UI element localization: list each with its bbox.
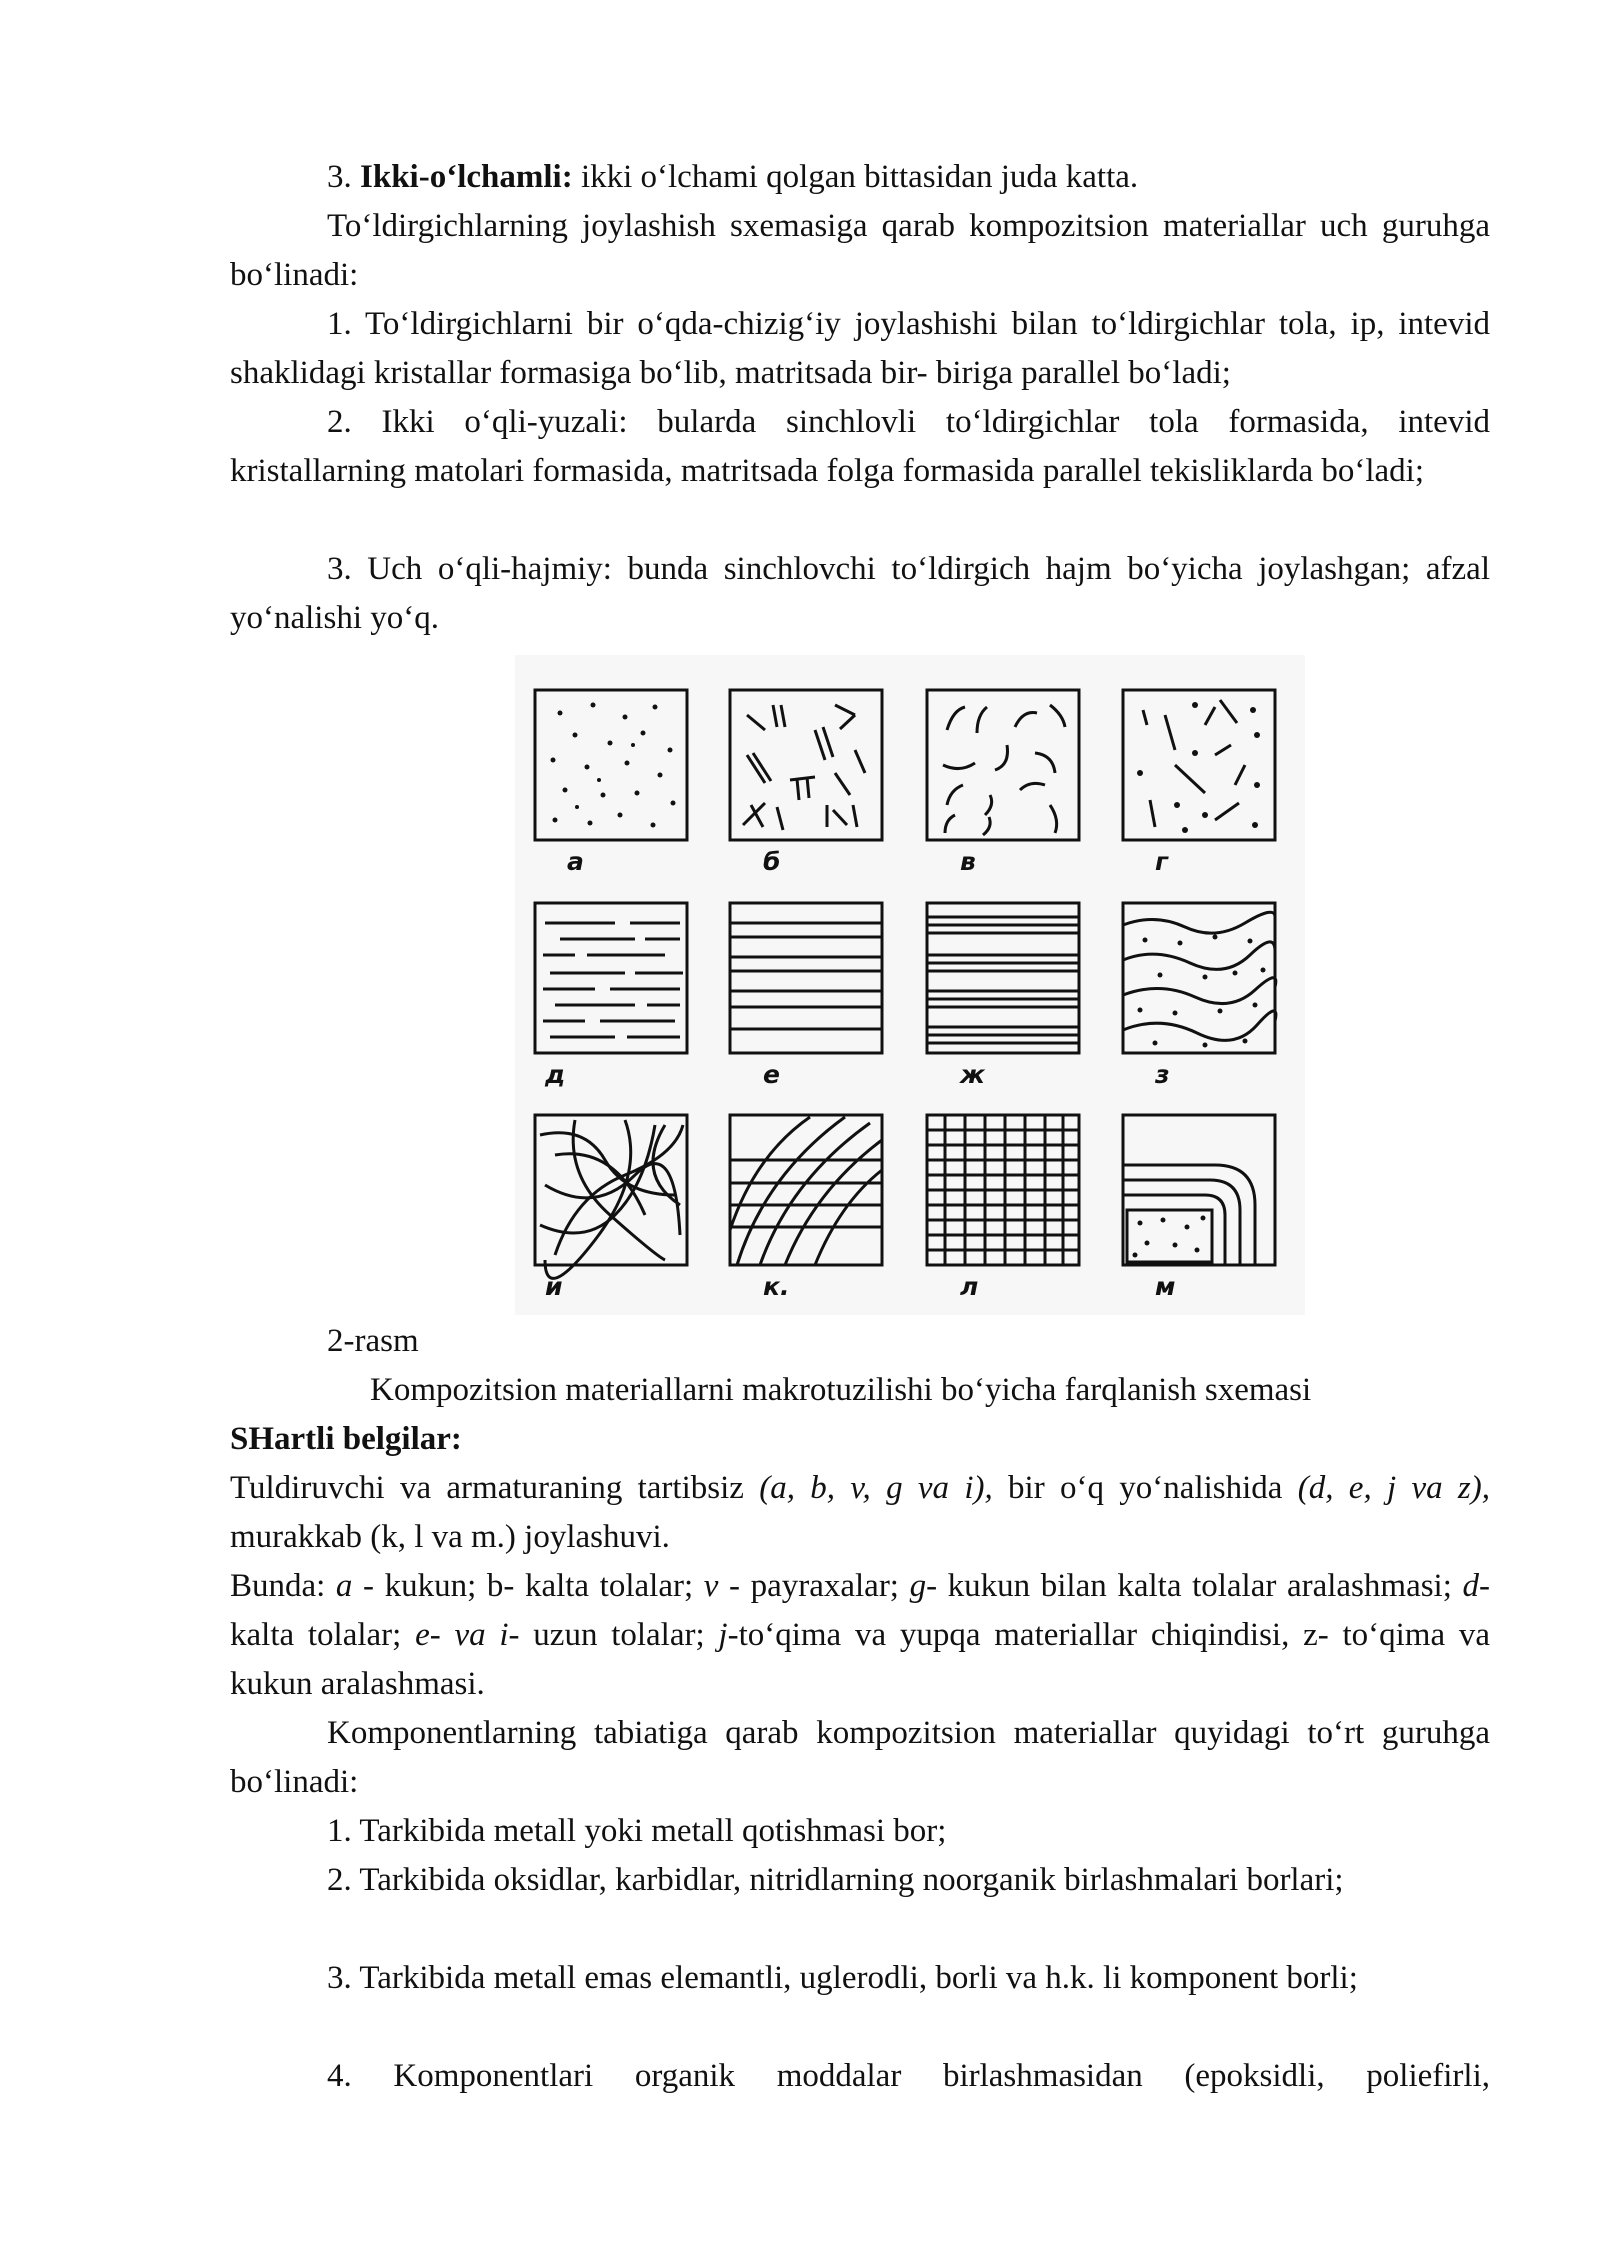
legend-explanation: Bunda: a - kukun; b- kalta tolalar; v - payraxalar; g- kukun bilan kalta tolalar aralashmasi; d- kalta tolalar; e- va i- uzun tolalar; j-to‘qima va yupqa materiallar chiqindisi, z- to‘qima va kukun aralashmasi. xyxy=(230,1568,1490,1702)
panel-label-e: е xyxy=(763,1060,780,1089)
paragraph-filler-arrangement: To‘ldirgichlarning joylashish sxemasiga qarab kompozitsion materiallar uch guruhga bo‘linadi: xyxy=(230,208,1490,293)
legend-heading: SHartli belgilar: xyxy=(230,1421,462,1457)
group-item-1: 1. Tarkibida metall yoki metall qotishmasi bor; xyxy=(327,1813,947,1849)
paragraph-biaxial: 2. Ikki o‘qli-yuzali: bularda sinchlovli to‘ldirgichlar tola formasida, intevid kristallarning matolari formasida, matritsada folga formasida parallel tekisliklarda bo‘ladi; xyxy=(230,404,1490,489)
panel-label-l: л xyxy=(960,1272,979,1301)
paragraph-component-groups: Komponentlarning tabiatiga qarab kompozitsion materiallar quyidagi to‘rt guruhga bo‘linadi: xyxy=(230,1715,1490,1800)
panel-label-a: а xyxy=(567,847,584,876)
panel-label-v: в xyxy=(960,847,976,876)
paragraph-triaxial: 3. Uch o‘qli-hajmiy: bunda sinchlovchi to‘ldirgich hajm bo‘yicha joylashgan; afzal yo‘nalishi yo‘q. xyxy=(230,551,1490,636)
panel-label-d: д xyxy=(545,1060,566,1089)
legend-arrangement: Tuldiruvchi va armaturaning tartibsiz (a, b, v, g va i), bir o‘q yo‘nalishida (d, e, j va z), murakkab (k, l va m.) joylashuvi. xyxy=(230,1470,1490,1555)
item-number: 3. xyxy=(327,159,360,195)
panel-label-i: и xyxy=(545,1272,563,1301)
figure-number: 2-rasm xyxy=(327,1323,419,1359)
group-item-4: 4. Komponentlari organik moddalar birlashmasidan (epoksidli, poliefirli, xyxy=(327,2058,1490,2094)
panel-label-g: г xyxy=(1155,847,1169,876)
panel-label-m: м xyxy=(1155,1272,1176,1301)
group-item-2: 2. Tarkibida oksidlar, karbidlar, nitridlarning noorganik birlashmalari borlari; xyxy=(327,1862,1344,1898)
paragraph-uniaxial: 1. To‘ldirgichlarni bir o‘qda-chizig‘iy joylashishi bilan to‘ldirgichlar tola, ip, intevid shaklidagi kristallar formasiga bo‘lib, matritsada bir- biriga parallel bo‘ladi; xyxy=(230,306,1490,391)
term-bold: Ikki-o‘lchamli: xyxy=(360,159,573,195)
macrostructure-diagram xyxy=(515,655,1305,1315)
group-item-3: 3. Tarkibida metall emas elemantli, uglerodli, borli va h.k. li komponent borli; xyxy=(327,1960,1358,1996)
panel-label-k: к. xyxy=(763,1272,790,1301)
paragraph-dimension-2d xyxy=(230,153,1490,202)
figure-title: Kompozitsion materiallarni makrotuzilishi bo‘yicha farqlanish sxemasi xyxy=(370,1372,1312,1408)
figure-background xyxy=(515,655,1305,1315)
panel-label-zh: ж xyxy=(960,1060,985,1089)
panel-label-z: з xyxy=(1155,1060,1170,1089)
definition-text: ikki o‘lchami qolgan bittasidan juda katta. xyxy=(572,159,1139,195)
panel-label-b: б xyxy=(763,847,781,876)
